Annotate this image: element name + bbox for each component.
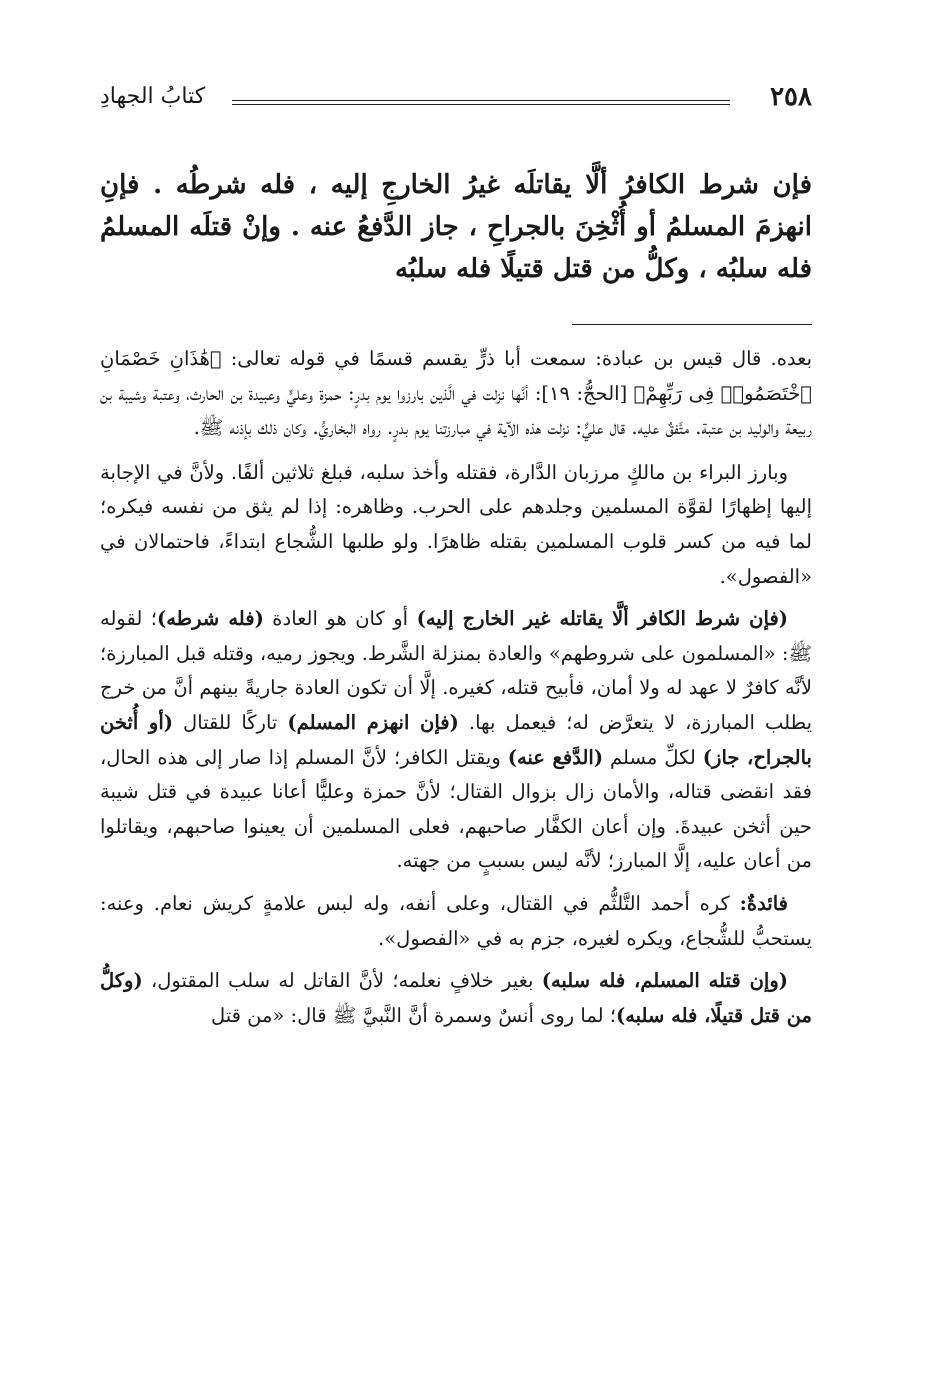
header-rule (232, 100, 730, 101)
quoted-matn: (أو أُثخن بالجراح، جاز) (100, 710, 812, 769)
commentary-text: أو كان هو العادة (263, 607, 417, 631)
commentary-text: ويقتل الكافر؛ لأنَّ المسلم إذا صار إلى هذه الحال، فقد انقضى قتاله، والأمان زال بزوال القتال؛ لأنَّ حمزة وعليًّا أعانا عبيدة في قتل شيبة حين أثخن عبيدةَ. وإن أعان الكفَّار صاحبهم، فعلى المسلمين أن يعينوا صاحبهم، ويقاتلوا من أعان عليه، إلَّا المبارز؛ لأنَّه ليس بسببٍ من جهته. (100, 745, 812, 873)
page-number: ٢٥٨ (770, 82, 812, 112)
commentary-paragraph-5 (100, 964, 812, 1033)
commentary-paragraph-1: بعده. قال قيس بن عبادة: سمعت أبا ذرٍّ يقسم قسمًا في قوله تعالى: ﴿هَٰذَانِ خَصْمَانِ ٱخْتَصَمُوا۟ فِى رَبِّهِمْ﴾ [الحجُّ: ١٩]: أنَّها نزلت في الَّذين بارزوا يوم بدرٍ: حمزة وعليٍّ وعبيدة بن الحارث، وعتبة وشيبة بن ربيعة والوليد بن عتبة. متَّفقٌ عليه. قال عليٌّ: نزلت هذه الآية في مبارزتنا يوم بدرٍ. رواه البخاريُّ. وكان ذلك بإذنه ﷺ. (100, 347, 812, 440)
commentary-text: بغير خلافٍ نعلمه؛ لأنَّ القاتل له سلب المقتول، (142, 969, 542, 993)
commentary-text: لكلِّ مسلم (603, 745, 703, 769)
commentary-text: كره أحمد التَّلثُّم في القتال، وعلى أنفه، وله لبس علامةٍ كريش نعام. وعنه: يستحبُّ للشُّجاع، ويكره لغيره، جزم به في «الفصول». (100, 891, 812, 950)
commentary-block (100, 342, 812, 1041)
header-rule-second (232, 104, 730, 105)
book-title: كتابُ الجهادِ (100, 84, 206, 109)
commentary-text: ؛ لقوله ﷺ: «المسلمون على شروطهم» والعادة بمنزلة الشَّرط. ويجوز رميه، وقتله قبل المبارزة؛ لأنَّه كافرٌ لا عهد له ولا أمان، فأبيح قتله، كغيره. إلَّا أن تكون العادة جاريةً بينهم أنَّ من خرج يطلب المبارزة، لا يتعرَّض له؛ فيعمل بها. (100, 607, 812, 734)
quoted-matn: (وكلُّ من قتل قتيلًا، فله سلبه) (100, 969, 812, 1027)
quoted-matn: (فإن انهزم المسلم) (287, 710, 459, 734)
page-header (100, 82, 812, 118)
quoted-matn: (فله شرطه) (156, 607, 264, 631)
benefit-label: فائدةٌ: (739, 891, 788, 915)
quoted-matn: (الدَّفع عنه) (507, 745, 604, 769)
matn-paragraph: فإن شرط الكافرُ ألَّا يقاتلَه غيرُ الخارجِ إليه ، فله شرطُه . فإنِ انهزمَ المسلمُ أو أُثْخِنَ بالجراحِ ، جاز الدَّفعُ عنه . وإنْ قتلَه المسلمُ فله سلبُه ، وكلُّ من قتل قتيلًا فله سلبُه (100, 170, 812, 284)
quoted-matn: (وإن قتله المسلم، فله سلبه) (541, 969, 788, 993)
matn-text-block (100, 164, 812, 290)
commentary-paragraph-2: وبارز البراء بن مالكٍ مرزبان الدَّارة، فقتله وأخذ سلبه، فبلغ ثلاثين ألفًا. ولأنَّ في الإجابة إليها إظهارًا لقوَّة المسلمين وجلدهم على الحرب. وظاهره: إذا لم يثق من نفسه فيكره؛ لما فيه من كسر قلوب المسلمين بقتله ظاهرًا. ولو طلبها الشُّجاع ابتداءً، فاحتمالان في «الفصول». (100, 460, 812, 588)
commentary-paragraph-3 (100, 602, 812, 879)
quoted-matn: (فإن شرط الكافر ألَّا يقاتله غير الخارج إليه) (416, 607, 788, 631)
commentary-text: تاركًا للقتال (172, 710, 288, 734)
footnote-separator (572, 324, 812, 325)
commentary-paragraph-4 (100, 887, 812, 956)
commentary-text: ؛ لما روى أنسٌ وسمرة أنَّ النَّبيَّ ﷺ قال: «من قتل (210, 1003, 616, 1027)
